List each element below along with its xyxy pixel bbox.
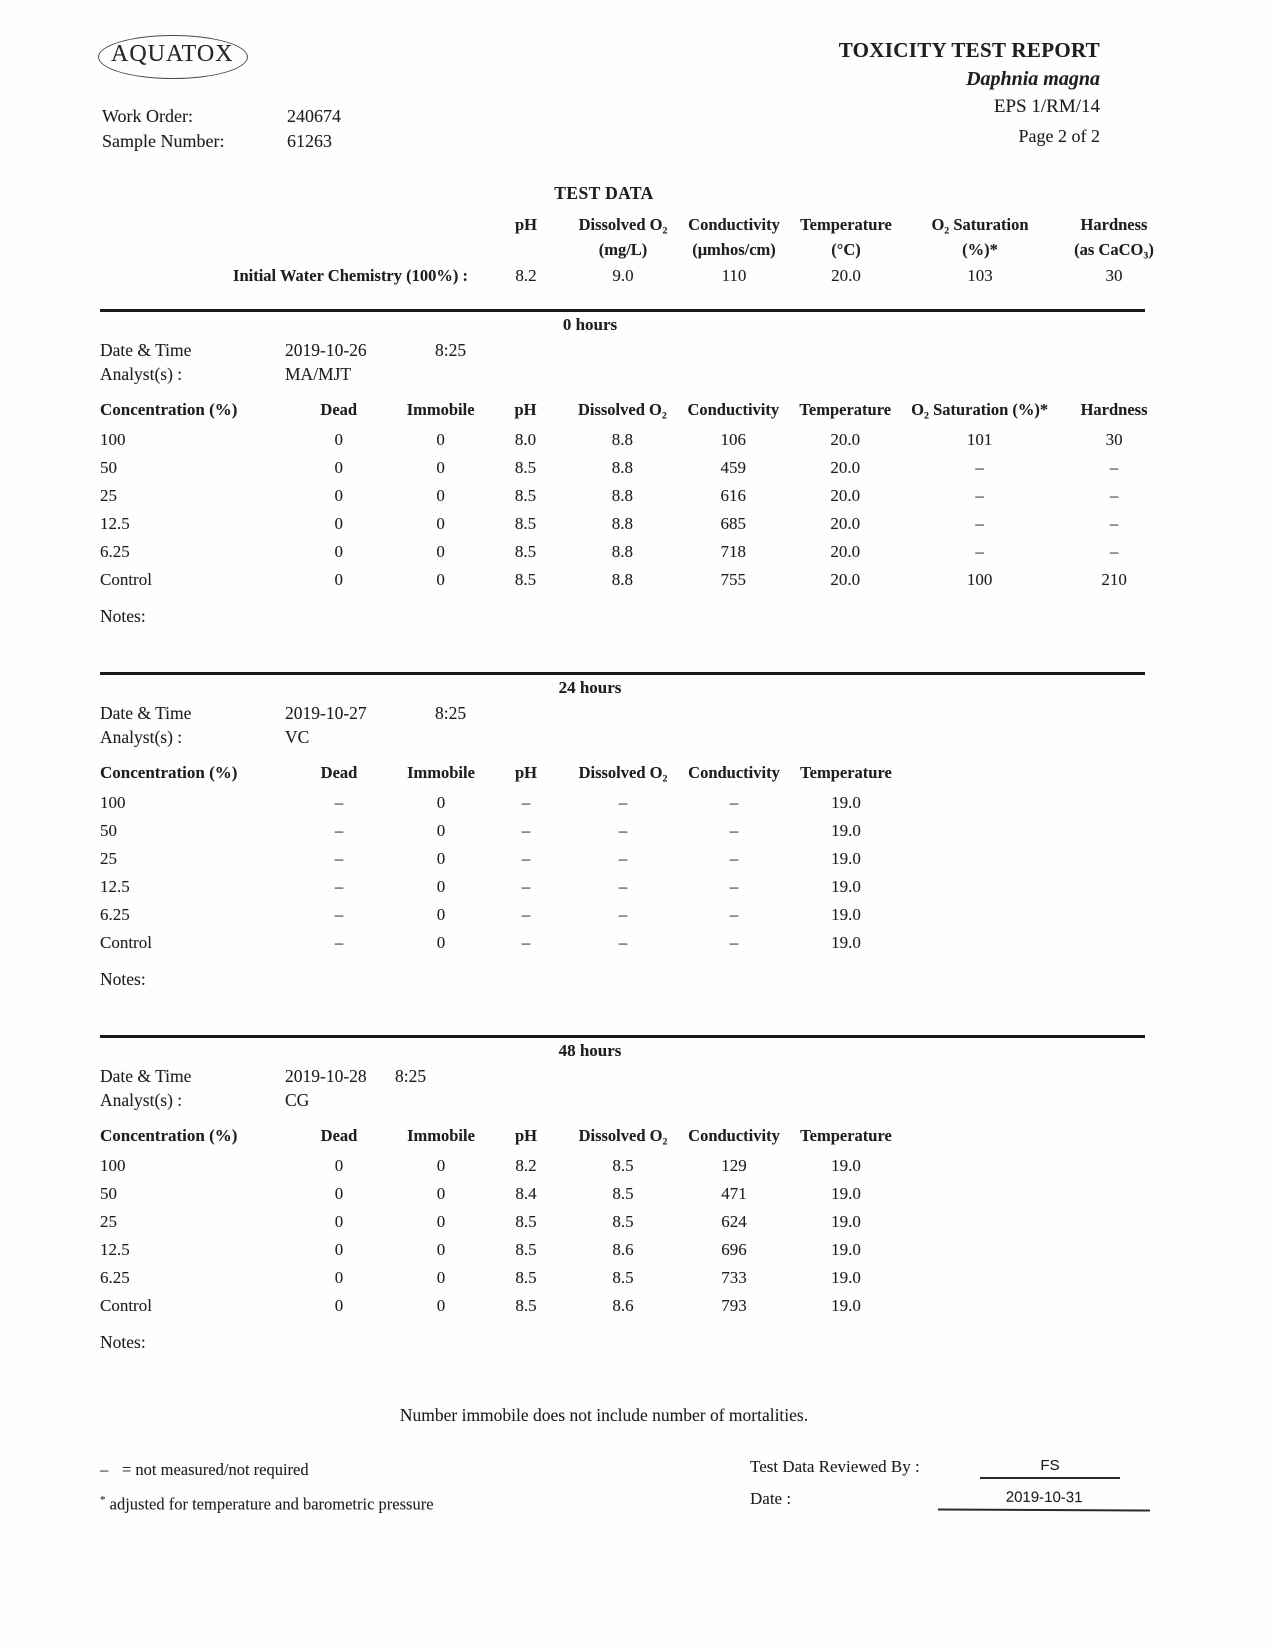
work-order-label: Work Order: xyxy=(102,106,194,126)
date-time-label: Date & Time xyxy=(100,1066,192,1086)
table-cell: – xyxy=(618,905,628,924)
table-cell: 25 xyxy=(100,1212,117,1231)
table-cell: – xyxy=(975,458,984,477)
column-header: Hardness xyxy=(1080,400,1148,419)
date-value: 2019-10-28 xyxy=(285,1066,367,1086)
table-cell: Control xyxy=(100,570,152,589)
table-cell: Control xyxy=(100,933,152,952)
table-cell: 793 xyxy=(721,1296,747,1315)
table-cell: 8.5 xyxy=(514,486,537,505)
table-cell: 19.0 xyxy=(831,849,861,868)
table-cell: 0 xyxy=(436,486,445,505)
table-cell: 25 xyxy=(100,849,117,868)
table-row xyxy=(100,901,912,929)
time-value: 8:25 xyxy=(435,340,467,360)
table-cell: – xyxy=(521,793,531,812)
table-cell: – xyxy=(729,821,739,840)
table-cell: 19.0 xyxy=(831,1184,861,1203)
table-cell: 50 xyxy=(100,458,117,477)
column-header: Temperature xyxy=(799,400,892,419)
table-cell: 20.0 xyxy=(830,570,861,589)
table-cell: 8.5 xyxy=(612,1156,634,1175)
column-header: Immobile xyxy=(407,763,475,782)
table-cell: – xyxy=(618,933,628,952)
table-cell: – xyxy=(618,793,628,812)
section-divider-rule xyxy=(100,1035,1145,1038)
asterisk-legend xyxy=(100,1485,434,1520)
time-value: 8:25 xyxy=(435,703,467,723)
table-cell: 0 xyxy=(436,877,446,896)
initial-water-chemistry xyxy=(100,212,1180,290)
table-cell: 0 xyxy=(436,905,446,924)
table-cell: 0 xyxy=(436,821,446,840)
table-row xyxy=(100,817,912,845)
method-reference: EPS 1/RM/14 xyxy=(993,96,1100,117)
table-cell: 19.0 xyxy=(831,905,861,924)
table-cell: 8.5 xyxy=(612,1184,634,1203)
reviewed-by-label: Test Data Reviewed By : xyxy=(750,1457,920,1476)
table-cell: – xyxy=(334,905,344,924)
table-cell: 8.4 xyxy=(515,1184,537,1203)
table-cell: 0 xyxy=(436,1156,446,1175)
dash-legend-text: = not measured/not required xyxy=(122,1460,309,1479)
column-header: (μmhos/cm) xyxy=(692,239,776,259)
section-divider-rule xyxy=(100,672,1145,675)
table-cell: – xyxy=(729,933,739,952)
table-cell: – xyxy=(729,877,739,896)
analysts-value: CG xyxy=(285,1090,310,1110)
date-value: 2019-10-27 xyxy=(285,703,367,723)
section-24-hours xyxy=(100,672,1180,990)
section-heading: 48 hours xyxy=(558,1041,622,1060)
work-order-value: 240674 xyxy=(287,106,341,126)
asterisk-legend-text: adjusted for temperature and barometric pressure xyxy=(109,1494,434,1514)
notes-label: Notes: xyxy=(100,1332,146,1352)
table-cell: – xyxy=(521,905,531,924)
table-cell: Initial Water Chemistry (100%) : xyxy=(233,266,468,285)
table-cell: 8.6 xyxy=(612,1296,634,1315)
table-cell: – xyxy=(729,905,739,924)
table-row xyxy=(100,845,912,873)
table-cell: 101 xyxy=(966,430,993,449)
column-header: pH xyxy=(514,214,537,234)
initial-header-labels-row xyxy=(100,212,1180,237)
notes-label: Notes: xyxy=(100,969,146,989)
results-table-48-hours xyxy=(100,1120,912,1320)
table-cell: 0 xyxy=(334,542,343,561)
table-cell: 0 xyxy=(436,933,446,952)
table-cell: 8.8 xyxy=(611,542,633,561)
table-cell: 0 xyxy=(436,1268,446,1287)
table-cell: 0 xyxy=(436,430,445,449)
table-cell: 19.0 xyxy=(831,1240,861,1259)
table-row xyxy=(100,873,912,901)
table-cell: 19.0 xyxy=(831,1212,861,1231)
analysts-label: Analyst(s) : xyxy=(100,727,183,747)
table-cell: 0 xyxy=(436,793,446,812)
table-cell: 0 xyxy=(436,1240,446,1259)
column-header xyxy=(494,237,558,262)
table-cell: 19.0 xyxy=(831,1268,861,1287)
dash-legend xyxy=(100,1455,434,1485)
immobile-footnote: Number immobile does not include number of mortalities. xyxy=(399,1405,809,1425)
table-cell: – xyxy=(618,877,628,896)
column-header: O₂ Saturation xyxy=(931,214,1029,234)
table-row xyxy=(100,1180,912,1208)
table-cell: – xyxy=(334,793,344,812)
column-header: Conductivity xyxy=(688,1126,780,1145)
table-cell: 0 xyxy=(334,570,343,589)
table-cell: 9.0 xyxy=(612,266,634,285)
time-value: 8:25 xyxy=(395,1066,427,1086)
table-cell: 19.0 xyxy=(831,877,861,896)
column-header: Dead xyxy=(320,1126,358,1145)
table-cell: 8.5 xyxy=(515,1212,537,1231)
column-header: pH xyxy=(514,1126,537,1145)
section-48-hours xyxy=(100,1035,1180,1353)
table-cell: – xyxy=(521,877,531,896)
column-header: O₂ Saturation (%)* xyxy=(911,400,1049,419)
table-cell: 0 xyxy=(334,1240,344,1259)
column-header: (%)* xyxy=(962,239,998,259)
column-header: Dissolved O₂ xyxy=(578,1126,668,1145)
table-row xyxy=(100,482,1180,510)
date-value: 2019-10-26 xyxy=(285,340,367,360)
table-cell: – xyxy=(1109,486,1119,505)
table-cell: 6.25 xyxy=(100,542,130,561)
species-subtitle: Daphnia magna xyxy=(966,67,1100,90)
table-cell: 8.2 xyxy=(515,1156,537,1175)
table-cell: 8.5 xyxy=(514,514,537,533)
table-cell: 0 xyxy=(334,430,343,449)
table-cell: 8.5 xyxy=(612,1268,634,1287)
table-cell: 129 xyxy=(721,1156,747,1175)
table-cell: 0 xyxy=(436,849,446,868)
column-header xyxy=(100,237,494,262)
page-number: Page 2 of 2 xyxy=(1018,125,1100,146)
table-cell: 8.5 xyxy=(515,1240,537,1259)
initial-water-chemistry-table xyxy=(100,212,1180,290)
table-cell: 8.5 xyxy=(514,458,537,477)
table-cell: 0 xyxy=(436,1184,446,1203)
table-cell: 100 xyxy=(100,430,126,449)
date-time-label: Date & Time xyxy=(100,703,192,723)
table-cell: 19.0 xyxy=(831,933,861,952)
table-cell: 103 xyxy=(967,266,993,285)
table-cell: 685 xyxy=(720,514,747,533)
results-header-row xyxy=(100,1120,912,1152)
table-row xyxy=(100,262,1180,290)
column-header: Conductivity xyxy=(688,214,780,234)
table-cell: 8.8 xyxy=(611,486,633,505)
table-cell: 755 xyxy=(720,570,747,589)
table-cell: 20.0 xyxy=(831,266,861,285)
reviewed-by-value: FS xyxy=(980,1455,1120,1479)
table-row xyxy=(100,1208,912,1236)
section-divider-rule xyxy=(100,309,1145,312)
logo-text: AQUATOX xyxy=(111,41,234,67)
table-cell: 471 xyxy=(721,1184,747,1203)
review-date-label: Date : xyxy=(750,1489,792,1508)
review-date-value: 2019-10-31 xyxy=(938,1486,1150,1511)
table-cell: 6.25 xyxy=(100,905,130,924)
table-cell: 0 xyxy=(436,570,445,589)
report-title: TOXICITY TEST REPORT xyxy=(838,38,1100,62)
table-cell: – xyxy=(975,542,984,561)
table-cell: 8.5 xyxy=(515,1296,537,1315)
section-0-hours xyxy=(100,309,1180,627)
analysts-label: Analyst(s) : xyxy=(100,1090,183,1110)
column-header: (°C) xyxy=(831,239,861,259)
table-cell: – xyxy=(334,849,344,868)
table-cell: 8.8 xyxy=(611,514,633,533)
table-cell: 0 xyxy=(334,458,343,477)
table-cell: – xyxy=(1109,542,1119,561)
table-cell: – xyxy=(334,821,344,840)
table-cell: – xyxy=(975,486,984,505)
table-cell: – xyxy=(1109,514,1119,533)
results-table-24-hours xyxy=(100,757,912,957)
table-cell: 6.25 xyxy=(100,1268,130,1287)
table-cell: 30 xyxy=(1105,266,1123,285)
table-cell: 8.8 xyxy=(611,458,633,477)
table-row xyxy=(100,426,1180,454)
table-cell: 8.5 xyxy=(514,542,537,561)
table-cell: 12.5 xyxy=(100,514,130,533)
table-cell: – xyxy=(1109,458,1119,477)
table-row xyxy=(100,510,1180,538)
table-row xyxy=(100,566,1180,594)
table-row xyxy=(100,1236,912,1264)
table-cell: – xyxy=(521,821,531,840)
table-cell: 19.0 xyxy=(831,793,861,812)
table-cell: 8.5 xyxy=(514,570,537,589)
table-cell: 0 xyxy=(334,514,343,533)
table-cell: 19.0 xyxy=(831,821,861,840)
table-cell: 0 xyxy=(436,1296,446,1315)
table-cell: – xyxy=(729,793,739,812)
analysts-label: Analyst(s) : xyxy=(100,364,183,384)
section-heading: 24 hours xyxy=(558,678,622,697)
column-header: Conductivity xyxy=(687,400,780,419)
table-cell: 210 xyxy=(1101,570,1127,589)
analysts-value: MA/MJT xyxy=(285,364,352,384)
table-cell: 696 xyxy=(721,1240,747,1259)
table-cell: 100 xyxy=(100,1156,126,1175)
table-cell: 12.5 xyxy=(100,1240,130,1259)
table-row xyxy=(100,789,912,817)
table-cell: 20.0 xyxy=(830,486,861,505)
column-header: Concentration (%) xyxy=(100,763,238,782)
table-cell: 8.5 xyxy=(612,1212,634,1231)
table-cell: – xyxy=(618,849,628,868)
table-row xyxy=(100,929,912,957)
table-cell: 0 xyxy=(334,1268,344,1287)
table-cell: 20.0 xyxy=(830,514,861,533)
table-cell: 8.8 xyxy=(611,570,633,589)
table-row xyxy=(100,454,1180,482)
column-header: Dissolved O₂ xyxy=(578,214,668,234)
column-header: pH xyxy=(514,763,537,782)
table-cell: – xyxy=(729,849,739,868)
table-cell: 30 xyxy=(1105,430,1123,449)
table-cell: 8.2 xyxy=(515,266,537,285)
legend-block xyxy=(100,1455,434,1520)
table-cell: 624 xyxy=(721,1212,747,1231)
table-cell: – xyxy=(334,877,344,896)
sample-number-label: Sample Number: xyxy=(102,131,225,151)
column-header: Dissolved O₂ xyxy=(578,763,668,782)
table-cell: 0 xyxy=(436,458,445,477)
column-header: (mg/L) xyxy=(598,239,648,259)
table-cell: 100 xyxy=(100,793,126,812)
table-cell: 0 xyxy=(334,1212,344,1231)
aquatox-logo xyxy=(98,32,248,80)
table-row xyxy=(100,1152,912,1180)
table-cell: 110 xyxy=(721,266,747,285)
table-cell: – xyxy=(975,514,984,533)
column-header: Concentration (%) xyxy=(100,1126,238,1145)
table-cell: 718 xyxy=(720,542,747,561)
table-cell: 20.0 xyxy=(830,542,861,561)
column-header: Dead xyxy=(320,400,358,419)
column-header: Dissolved O₂ xyxy=(577,400,667,419)
dash-symbol: – xyxy=(100,1460,109,1479)
analysts-value: VC xyxy=(285,727,310,747)
table-cell: – xyxy=(618,821,628,840)
results-table-0-hours xyxy=(100,394,1180,594)
table-cell: 20.0 xyxy=(830,458,861,477)
signature-block xyxy=(750,1455,1150,1519)
table-cell: 100 xyxy=(966,570,993,589)
column-header: Immobile xyxy=(406,400,475,419)
column-header: Concentration (%) xyxy=(100,400,238,419)
results-header-row xyxy=(100,757,912,789)
table-cell: 8.0 xyxy=(514,430,537,449)
table-row xyxy=(100,1292,912,1320)
table-cell: – xyxy=(334,933,344,952)
table-cell: 12.5 xyxy=(100,877,130,896)
table-cell: 8.6 xyxy=(612,1240,634,1259)
section-heading: 0 hours xyxy=(562,315,618,334)
table-cell: 459 xyxy=(720,458,747,477)
table-row xyxy=(100,538,1180,566)
table-cell: 0 xyxy=(334,1156,344,1175)
date-time-label: Date & Time xyxy=(100,340,192,360)
table-cell: 50 xyxy=(100,821,117,840)
title-block xyxy=(839,36,1100,150)
column-header: pH xyxy=(514,400,537,419)
table-cell: 25 xyxy=(100,486,117,505)
test-data-heading: TEST DATA xyxy=(554,183,654,203)
column-header: Hardness xyxy=(1080,214,1148,234)
results-header-row xyxy=(100,394,1180,426)
table-cell: 19.0 xyxy=(831,1156,861,1175)
initial-header-units-row xyxy=(100,237,1180,262)
table-cell: 0 xyxy=(334,486,343,505)
table-cell: 20.0 xyxy=(830,430,861,449)
column-header: Temperature xyxy=(800,214,892,234)
notes-label: Notes: xyxy=(100,606,146,626)
column-header: (as CaCO₃) xyxy=(1074,239,1154,259)
table-row xyxy=(100,1264,912,1292)
work-order-block xyxy=(102,104,341,154)
column-header: Immobile xyxy=(407,1126,475,1145)
column-header: Temperature xyxy=(800,1126,892,1145)
table-cell: 0 xyxy=(334,1184,344,1203)
table-cell: Control xyxy=(100,1296,152,1315)
sample-number-value: 61263 xyxy=(287,131,332,151)
asterisk-symbol: * xyxy=(100,1494,106,1506)
table-cell: 19.0 xyxy=(831,1296,861,1315)
table-cell: 0 xyxy=(436,514,445,533)
table-cell: 0 xyxy=(436,1212,446,1231)
table-cell: 733 xyxy=(721,1268,747,1287)
column-header xyxy=(100,212,494,237)
column-header: Conductivity xyxy=(688,763,780,782)
table-cell: – xyxy=(521,933,531,952)
column-header: Dead xyxy=(320,763,358,782)
table-cell: – xyxy=(521,849,531,868)
table-cell: 50 xyxy=(100,1184,117,1203)
table-cell: 0 xyxy=(334,1296,344,1315)
table-cell: 8.5 xyxy=(515,1268,537,1287)
table-cell: 106 xyxy=(720,430,747,449)
column-header: Temperature xyxy=(800,763,892,782)
table-cell: 8.8 xyxy=(611,430,633,449)
table-cell: 616 xyxy=(720,486,747,505)
table-cell: 0 xyxy=(436,542,445,561)
